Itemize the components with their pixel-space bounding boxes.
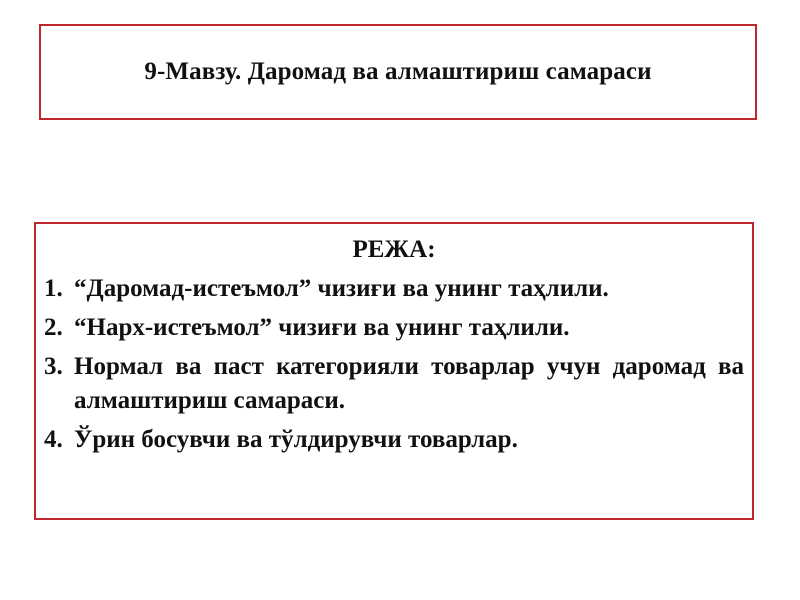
plan-item-4 [44,423,744,457]
plan-item-number: 3. [44,353,63,380]
plan-heading: РЕЖА: [352,236,436,263]
plan-item-number: 4. [44,426,63,453]
slide-title: 9-Мавзу. Даромад ва алмаштириш самараси [144,58,652,85]
plan-item-text: “Нарх-истеъмол” чизиғи ва унинг таҳлили. [74,314,570,341]
plan-item-1 [44,272,744,306]
plan-item-3 [44,350,744,418]
plan-item-number: 1. [44,275,63,302]
plan-item-text: Нормал ва паст категорияли товарлар учун даромад ва алмаштириш самараси. [74,353,744,414]
title-box [39,24,757,120]
plan-item-2 [44,311,744,345]
plan-item-text: “Даромад-истеъмол” чизиғи ва унинг таҳлили. [74,275,609,302]
plan-item-text: Ўрин босувчи ва тўлдирувчи товарлар. [74,426,518,453]
plan-box [34,222,754,520]
plan-item-number: 2. [44,314,63,341]
